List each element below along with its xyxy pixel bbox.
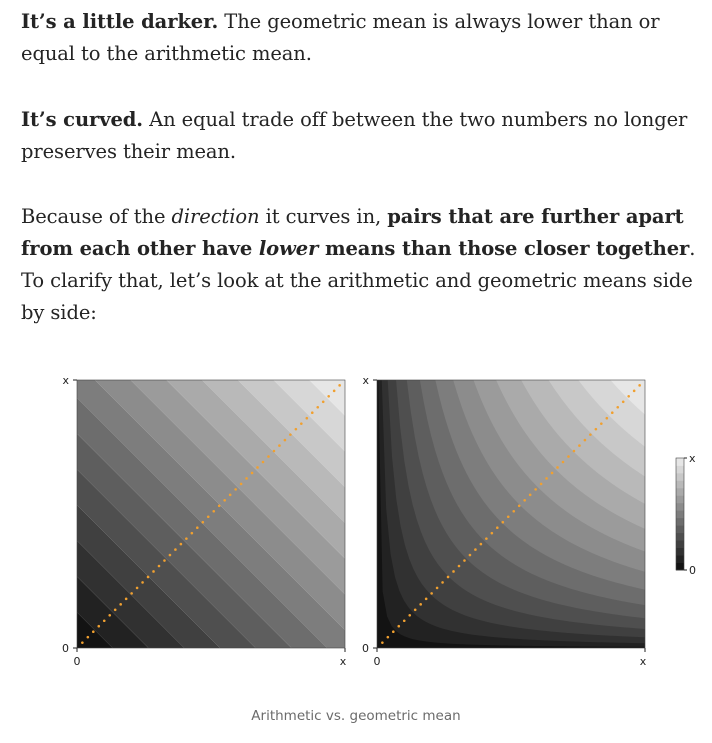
diagonal-dot	[507, 515, 510, 518]
colorbar-band	[676, 540, 684, 548]
diagonal-dot	[114, 609, 117, 612]
y-min-label: 0	[362, 642, 369, 655]
colorbar-band	[676, 525, 684, 533]
italic-text: direction	[171, 205, 260, 228]
diagonal-dot	[229, 494, 232, 497]
diagonal-dot	[295, 428, 298, 431]
x-min-label: 0	[73, 655, 81, 668]
diagonal-dot	[578, 444, 581, 447]
x-min-label: 0	[373, 655, 381, 668]
diagonal-dot	[589, 433, 592, 436]
diagonal-dot	[180, 543, 183, 546]
diagonal-dot	[185, 537, 188, 540]
diagonal-dot	[501, 521, 504, 524]
diagonal-dot	[147, 576, 150, 579]
diagonal-dot	[125, 598, 128, 601]
diagonal-dot	[108, 614, 111, 617]
diagonal-dot	[240, 483, 243, 486]
diagonal-dot	[397, 625, 400, 628]
bold-lead: It’s a little darker.	[21, 10, 219, 33]
paragraph-text: it curves in,	[259, 205, 388, 228]
diagonal-dot	[306, 417, 309, 420]
diagonal-dot	[191, 532, 194, 535]
diagonal-dot	[245, 477, 248, 480]
diagonal-dot	[638, 384, 641, 387]
diagonal-dot	[595, 428, 598, 431]
diagonal-dot	[119, 603, 122, 606]
colorbar-band	[676, 555, 684, 563]
diagonal-dot	[436, 587, 439, 590]
colorbar-max-label: x	[689, 452, 696, 465]
colorbar-band	[676, 518, 684, 526]
colorbar-band	[676, 480, 684, 488]
diagonal-dot	[338, 384, 341, 387]
bold-lead: It’s curved.	[21, 108, 143, 131]
paragraph-text: The geometric mean is always lower than or equal to the arithmetic mean.	[21, 10, 660, 65]
diagonal-dot	[512, 510, 515, 513]
paragraph-darker	[21, 6, 701, 70]
diagonal-dot	[207, 515, 210, 518]
diagonal-dot	[333, 390, 336, 393]
y-min-label: 0	[62, 642, 69, 655]
diagonal-dot	[408, 614, 411, 617]
figure-caption: Arithmetic vs. geometric mean	[251, 708, 461, 724]
paragraph-text: Because of the	[21, 205, 172, 228]
colorbar-band	[676, 548, 684, 556]
diagonal-dot	[474, 548, 477, 551]
diagonal-dot	[196, 526, 199, 529]
diagonal-dot	[322, 400, 325, 403]
diagonal-dot	[447, 576, 450, 579]
diagonal-dot	[278, 444, 281, 447]
diagonal-dot	[392, 630, 395, 633]
diagonal-dot	[496, 526, 499, 529]
colorbar-min-label: 0	[689, 564, 696, 577]
diagonal-dot	[262, 461, 265, 464]
colorbar-band	[676, 465, 684, 473]
diagonal-dot	[158, 565, 161, 568]
diagonal-dot	[201, 521, 204, 524]
bold-text: pairs that are further apart from each other have	[21, 205, 684, 260]
diagonal-dot	[414, 609, 417, 612]
diagonal-dot	[136, 587, 139, 590]
diagonal-dot	[267, 455, 270, 458]
diagonal-dot	[141, 581, 144, 584]
diagonal-dot	[87, 636, 90, 639]
diagonal-dot	[212, 510, 215, 513]
geometric-mean-plot	[362, 374, 647, 668]
diagonal-dot	[491, 532, 494, 535]
diagonal-dot	[441, 581, 444, 584]
diagonal-dot	[606, 417, 609, 420]
y-max-label: x	[62, 374, 69, 387]
diagonal-dot	[523, 499, 526, 502]
x-max-label: x	[339, 655, 347, 668]
diagonal-dot	[169, 554, 172, 557]
diagonal-dot	[256, 466, 259, 469]
diagonal-dot	[534, 488, 537, 491]
diagonal-dot	[562, 461, 565, 464]
colorbar-band	[676, 533, 684, 541]
diagonal-dot	[425, 598, 428, 601]
diagonal-dot	[234, 488, 237, 491]
diagonal-dot	[430, 592, 433, 595]
diagonal-dot	[545, 477, 548, 480]
diagonal-dot	[387, 636, 390, 639]
diagonal-dot	[381, 641, 384, 644]
diagonal-dot	[403, 619, 406, 622]
diagonal-dot	[300, 422, 303, 425]
diagonal-dot	[627, 395, 630, 398]
diagonal-dot	[273, 450, 276, 453]
diagonal-dot	[452, 570, 455, 573]
bold-text: means than those closer together	[318, 237, 690, 260]
diagonal-dot	[485, 537, 488, 540]
diagonal-dot	[174, 548, 177, 551]
diagonal-dot	[419, 603, 422, 606]
diagonal-dot	[316, 406, 319, 409]
diagonal-dot	[573, 450, 576, 453]
diagonal-dot	[556, 466, 559, 469]
paragraph-direction	[21, 201, 701, 329]
colorbar	[676, 452, 696, 577]
diagonal-dot	[130, 592, 133, 595]
diagonal-dot	[103, 619, 106, 622]
diagonal-dot	[92, 630, 95, 633]
diagonal-dot	[152, 570, 155, 573]
diagonal-dot	[327, 395, 330, 398]
diagonal-dot	[600, 422, 603, 425]
means-figure	[0, 360, 712, 690]
colorbar-band	[676, 563, 684, 571]
diagonal-dot	[458, 565, 461, 568]
colorbar-band	[676, 495, 684, 503]
colorbar-band	[676, 473, 684, 481]
diagonal-dot	[97, 625, 100, 628]
x-max-label: x	[639, 655, 647, 668]
diagonal-dot	[218, 504, 221, 507]
diagonal-dot	[223, 499, 226, 502]
diagonal-dot	[81, 641, 84, 644]
colorbar-band	[676, 488, 684, 496]
diagonal-dot	[480, 543, 483, 546]
bold-italic-text: lower	[258, 237, 319, 260]
y-max-label: x	[362, 374, 369, 387]
diagonal-dot	[518, 504, 521, 507]
diagonal-dot	[540, 483, 543, 486]
diagonal-dot	[584, 439, 587, 442]
diagonal-dot	[529, 494, 532, 497]
diagonal-dot	[469, 554, 472, 557]
diagonal-dot	[311, 411, 314, 414]
diagonal-dot	[463, 559, 466, 562]
diagonal-dot	[289, 433, 292, 436]
colorbar-band	[676, 458, 684, 466]
diagonal-dot	[551, 472, 554, 475]
colorbar-band	[676, 503, 684, 511]
colorbar-band	[676, 510, 684, 518]
paragraph-text: An equal trade off between the two numbers no longer preserves their mean.	[21, 108, 688, 163]
diagonal-dot	[633, 390, 636, 393]
diagonal-dot	[251, 472, 254, 475]
diagonal-dot	[611, 411, 614, 414]
diagonal-dot	[284, 439, 287, 442]
diagonal-dot	[567, 455, 570, 458]
paragraph-curved	[21, 104, 701, 168]
paragraph-text: . To clarify that, let’s look at the arithmetic and geometric means side by side:	[21, 237, 696, 324]
diagonal-dot	[616, 406, 619, 409]
diagonal-dot	[163, 559, 166, 562]
diagonal-dot	[622, 400, 625, 403]
